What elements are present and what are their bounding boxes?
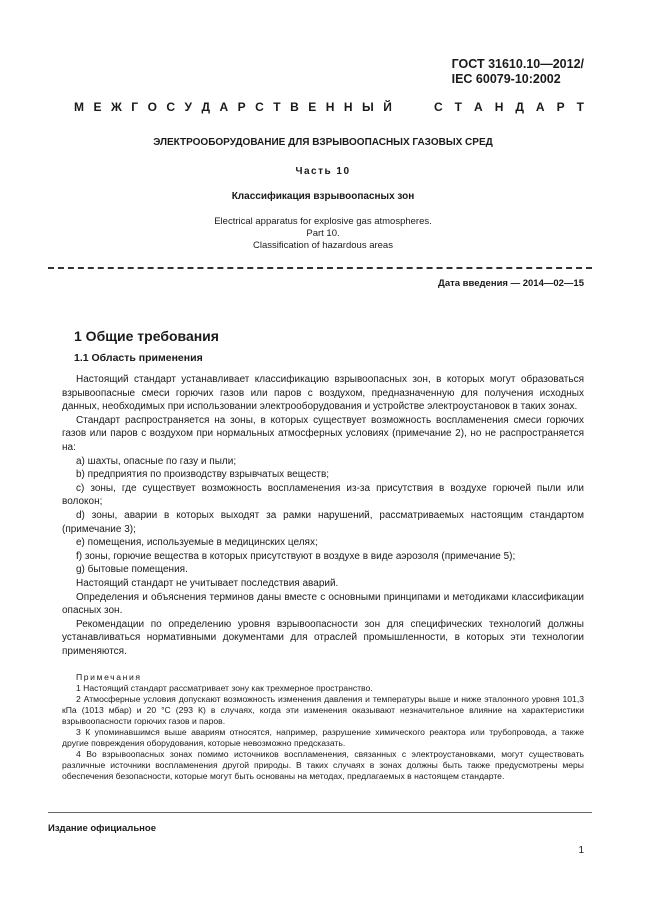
- banner-letter: Д: [515, 100, 524, 114]
- banner-letter: Н: [343, 100, 353, 114]
- official-edition-label: Издание официальное: [48, 823, 156, 834]
- note-item: 3 К упоминавшимся выше авариям относятся, например, разрушение химического реактора или трубопровода, а также другие повреждения оборудования, которые невозможно предсказать.: [62, 727, 584, 748]
- document-title: ЭЛЕКТРООБОРУДОВАНИЕ ДЛЯ ВЗРЫВООПАСНЫХ ГАЗОВЫХ СРЕД: [153, 137, 493, 148]
- paragraph: Настоящий стандарт не учитывает последствия аварий.: [76, 577, 339, 589]
- banner-letter: А: [219, 100, 229, 114]
- banner-letter: Р: [556, 100, 565, 114]
- banner-letter: Н: [325, 100, 335, 114]
- banner-letter: А: [474, 100, 483, 114]
- note-item: 2 Атмосферные условия допускают возможность изменения давления и температуры выше и ниже эталонного уровня 101,3 кПа (1013 мбар) и 20 °С (293 К) в случаях, когда эти изменения оказывают незначительное влияние на характеристики взрывоопасности горючих газов и паров.: [62, 694, 584, 726]
- list-item: f) зоны, горючие вещества в которых присутствуют в воздухе в виде аэрозоля (примечание 5);: [76, 550, 516, 562]
- list-item: b) предприятия по производству взрывчатых веществ;: [76, 469, 330, 481]
- footer-divider: [48, 812, 592, 813]
- notes-heading: Примечания: [76, 672, 142, 682]
- list-item: a) шахты, опасные по газу и пыли;: [76, 455, 237, 467]
- list-item: g) бытовые помещения.: [76, 564, 188, 576]
- standard-number-line-2: IEC 60079-10:2002: [451, 72, 561, 86]
- banner-letter: Е: [93, 100, 102, 114]
- note-item: 4 Во взрывоопасных зонах помимо источников воспламенения, связанных с электроустановками, могут существовать различные источники воспламенения другой природы. В таких случаях в зонах должны быть также предусмотрены меры обеспечения безопасности, которые могут быть основаны на методах, предлагаемых в настоящем стандарте.: [62, 749, 584, 781]
- banner-letter: Ы: [361, 100, 374, 114]
- list-item: c) зоны, где существует возможность воспламенения из-за присутствия в воздухе горючей пыли или волокон;: [62, 482, 584, 508]
- banner-letter: С: [255, 100, 264, 114]
- banner-letter: С: [434, 100, 443, 114]
- english-title-line-1: Electrical apparatus for explosive gas atmospheres.: [214, 216, 432, 227]
- banner-letter: Г: [131, 100, 139, 114]
- title-divider: [48, 267, 592, 269]
- subsection-heading: 1.1 Область применения: [74, 352, 203, 364]
- banner-letter: Е: [308, 100, 317, 114]
- banner-letter: Т: [454, 100, 463, 114]
- paragraph: Настоящий стандарт устанавливает классификацию взрывоопасных зон, в которых могут образоваться взрывоопасные смеси горючих газов или паров с воздухом, предназначенную для получения исходных данных, необходимых при использовании электрооборудования и устройстве электроустановок в таких зонах.: [62, 374, 584, 413]
- paragraph: Стандарт распространяется на зоны, в которых существует возможность воспламенения смеси горючих газов или паров с воздухом при нормальных атмосферных условиях (примечание 2), но не распространяется на:: [62, 414, 584, 453]
- english-title-line-3: Classification of hazardous areas: [253, 240, 393, 251]
- banner-letter: Н: [494, 100, 504, 114]
- banner-letter: Д: [201, 100, 211, 114]
- banner-letter: А: [535, 100, 545, 114]
- body-text: [62, 373, 584, 658]
- list-item: e) помещения, используемые в медицинских целях;: [76, 537, 318, 549]
- section-heading: 1 Общие требования: [74, 328, 219, 344]
- banner-letter: Й: [383, 100, 392, 114]
- banner-word-standard: [434, 100, 584, 114]
- paragraph: Определения и объяснения терминов даны вместе с основными принципами и методиками классификации опасных зон.: [62, 591, 584, 617]
- paragraph: Рекомендации по определению уровня взрывоопасности зон для специфических технологий должны устанавливаться нормативными документами для отраслей промышленности, в которых эти технологии применяются.: [62, 618, 584, 657]
- banner-letter: М: [74, 100, 84, 114]
- banner-letter: О: [147, 100, 157, 114]
- list-item: d) зоны, аварии в которых выходят за рамки нарушений, рассматриваемых настоящим стандартом (примечание 3);: [62, 509, 584, 535]
- english-title: [0, 216, 646, 252]
- subtitle: Классификация взрывоопасных зон: [231, 191, 415, 202]
- english-title-line-2: Part 10.: [306, 228, 340, 239]
- banner-letter: В: [290, 100, 299, 114]
- interstate-standard-banner: [74, 100, 584, 114]
- part-title: Часть 10: [295, 166, 351, 177]
- banner-letter: Т: [576, 100, 584, 114]
- banner-letter: Ж: [110, 100, 122, 114]
- standard-number-line-1: ГОСТ 31610.10—2012/: [451, 57, 584, 71]
- banner-letter: У: [184, 100, 192, 114]
- standard-number: [452, 57, 584, 87]
- page-number: 1: [578, 845, 584, 856]
- banner-letter: Т: [273, 100, 281, 114]
- banner-word-interstate: [74, 100, 392, 114]
- note-item: 1 Настоящий стандарт рассматривает зону как трехмерное пространство.: [76, 683, 373, 693]
- banner-letter: С: [166, 100, 176, 114]
- date-of-introduction: Дата введения — 2014—02—15: [438, 278, 584, 289]
- banner-letter: Р: [237, 100, 246, 114]
- notes-block: [62, 672, 584, 782]
